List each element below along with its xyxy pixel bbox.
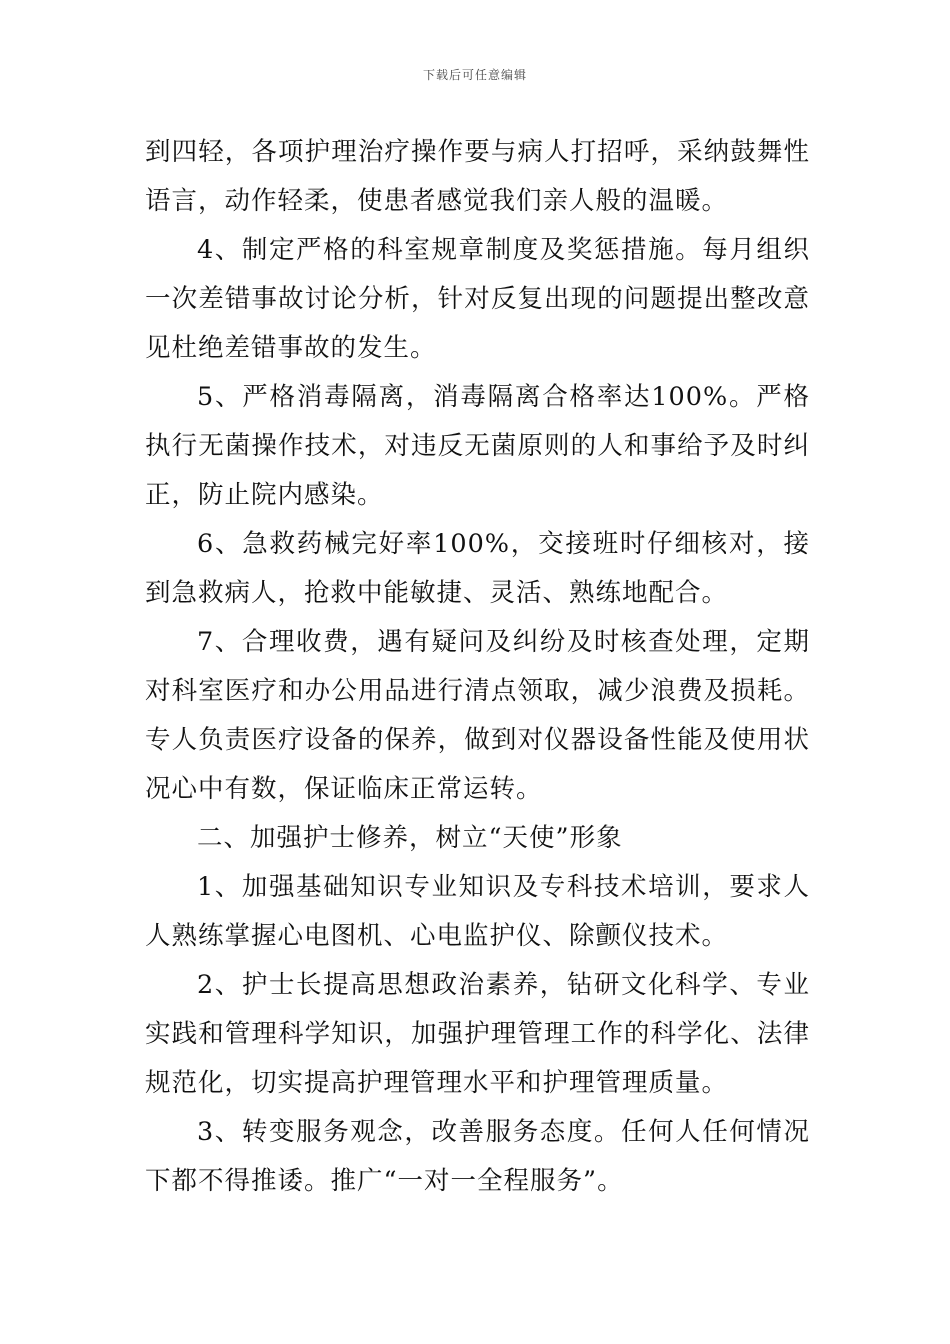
paragraph-item-7: 7、合理收费，遇有疑问及纠纷及时核查处理，定期对科室医疗和办公用品进行清点领取，减少浪费及损耗。专人负责医疗设备的保养，做到对仪器设备性能及使用状况心中有数，保证临床正常运转。 — [145, 627, 810, 804]
paragraph-section2-item-3: 3、转变服务观念，改善服务态度。任何人任何情况下都不得推诿。推广“一对一全程服务”。 — [145, 1117, 810, 1196]
document-body — [145, 128, 810, 1206]
header-note: 下载后可任意编辑 — [422, 68, 527, 82]
paragraph-section2-item-1: 1、加强基础知识专业知识及专科技术培训，要求人人熟练掌握心电图机、心电监护仪、除颤仪技术。 — [145, 872, 810, 951]
paragraph-item-5: 5、严格消毒隔离，消毒隔离合格率达100%。严格执行无菌操作技术，对违反无菌原则的人和事给予及时纠正，防止院内感染。 — [145, 382, 810, 510]
paragraph-continuation: 到四轻，各项护理治疗操作要与病人打招呼，采纳鼓舞性语言，动作轻柔，使患者感觉我们亲人般的温暖。 — [145, 137, 810, 216]
paragraph-item-6: 6、急救药械完好率100%，交接班时仔细核对，接到急救病人，抢救中能敏捷、灵活、熟练地配合。 — [145, 529, 810, 608]
paragraph-item-4: 4、制定严格的科室规章制度及奖惩措施。每月组织一次差错事故讨论分析，针对反复出现的问题提出整改意见杜绝差错事故的发生。 — [145, 235, 810, 363]
section-heading-2: 二、加强护士修养，树立“天使”形象 — [197, 823, 623, 853]
paragraph-section2-item-2: 2、护士长提高思想政治素养，钻研文化科学、专业实践和管理科学知识，加强护理管理工作的科学化、法律规范化，切实提高护理管理水平和护理管理质量。 — [145, 970, 810, 1098]
